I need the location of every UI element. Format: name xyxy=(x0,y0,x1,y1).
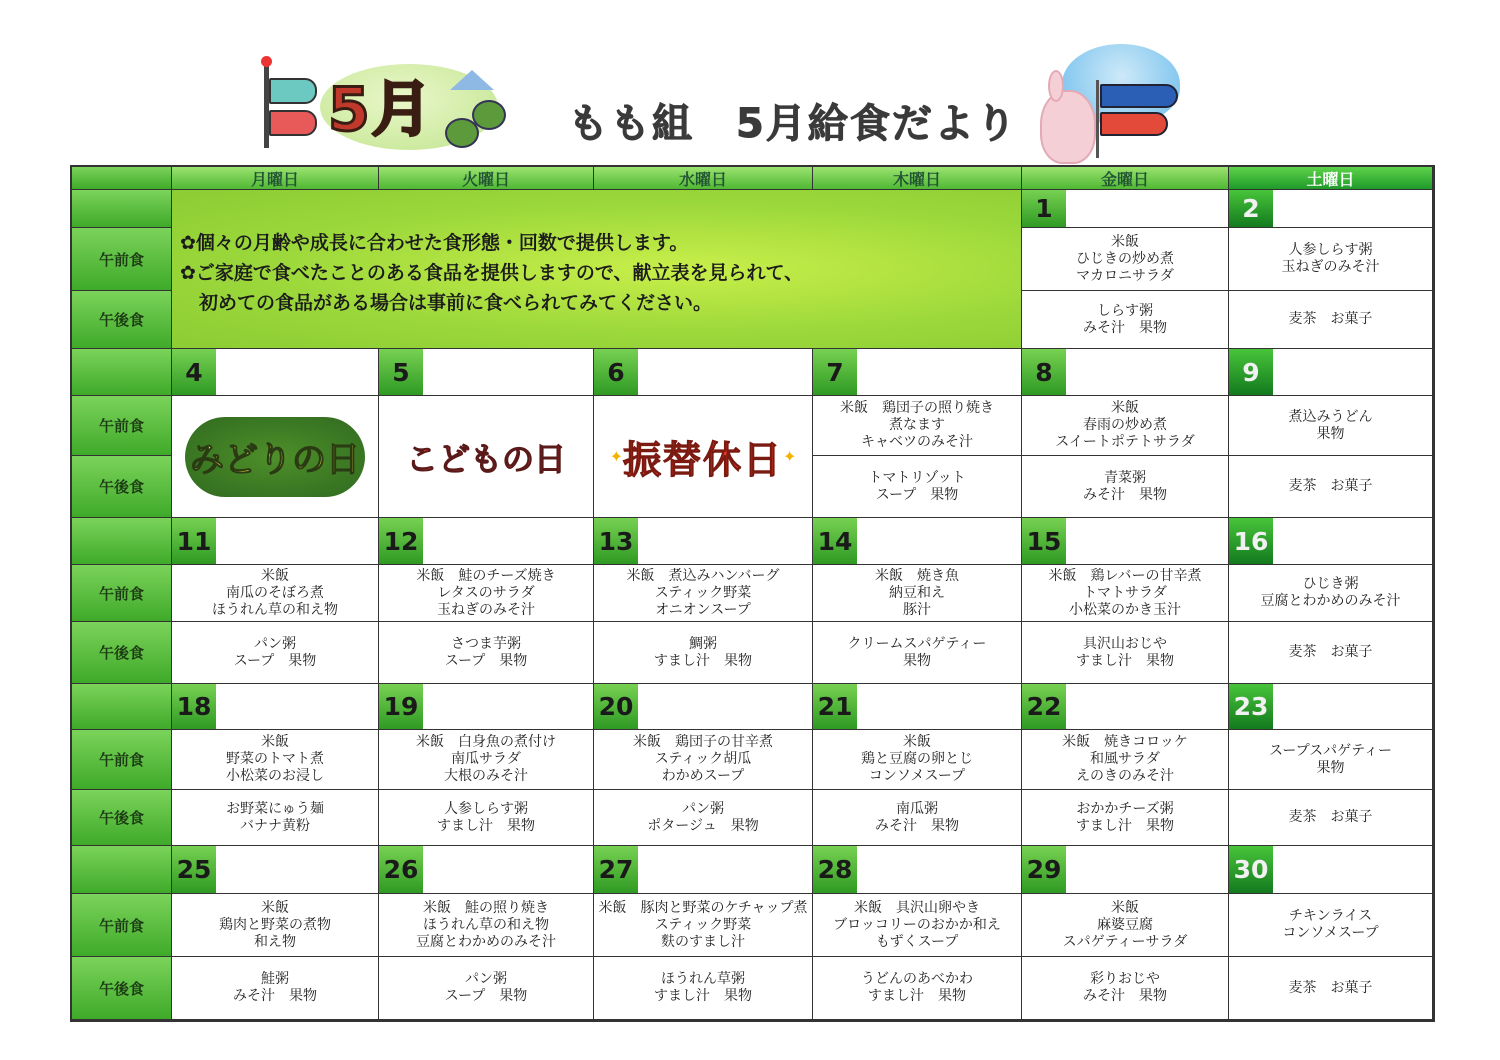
snack-menu: パン粥 スープ 果物 xyxy=(172,622,379,684)
lunch-menu: 米飯 煮込みハンバーグ スティック野菜 オニオンスープ xyxy=(594,565,813,622)
date-cell xyxy=(1022,846,1229,894)
date-number: 25 xyxy=(172,846,216,893)
date-number: 20 xyxy=(594,684,638,729)
lunch-menu: 米飯 鶏レバーの甘辛煮 トマトサラダ 小松菜のかき玉汁 xyxy=(1022,565,1229,622)
date-number: 15 xyxy=(1022,518,1066,564)
month-label: 5月 xyxy=(328,75,434,145)
bunny-icon xyxy=(1040,90,1096,164)
date-cell xyxy=(1229,349,1433,396)
star-icon: ✦ xyxy=(783,447,797,466)
page-title: もも組 5月給食だより xyxy=(568,101,1018,147)
snack-menu: 麦茶 お菓子 xyxy=(1229,622,1433,684)
koinobori-pole-icon xyxy=(1096,80,1099,158)
snack-label: 午後食 xyxy=(72,622,172,684)
month-badge xyxy=(300,58,510,156)
date-cell xyxy=(1229,846,1433,894)
snack-label: 午後食 xyxy=(72,456,172,518)
snack-menu: 彩りおじや みそ汁 果物 xyxy=(1022,957,1229,1020)
kodomo-no-hi-banner: こどもの日 xyxy=(405,439,566,478)
lunch-menu: 米飯 焼き魚 納豆和え 豚汁 xyxy=(813,565,1022,622)
lunch-label: 午前食 xyxy=(72,730,172,790)
date-cell xyxy=(379,684,594,730)
notice-line: ✿ご家庭で食べたことのある食品を提供しますので、献立表を見られて、 xyxy=(180,262,804,284)
date-number: 14 xyxy=(813,518,857,564)
snack-menu: 青菜粥 みそ汁 果物 xyxy=(1022,456,1229,518)
date-number: 6 xyxy=(594,349,638,395)
koinobori-icon xyxy=(1100,84,1178,108)
notice-line: 初めての食品がある場合は事前に食べられてみてください。 xyxy=(180,292,713,314)
menu-calendar-table xyxy=(70,165,1435,1022)
snack-menu: ほうれん草粥 すまし汁 果物 xyxy=(594,957,813,1020)
snack-menu: さつま芋粥 スープ 果物 xyxy=(379,622,594,684)
date-number: 5 xyxy=(379,349,423,395)
snack-label: 午後食 xyxy=(72,957,172,1020)
date-cell xyxy=(379,518,594,565)
week-side-blank xyxy=(72,846,172,894)
kabuto-helmet-icon xyxy=(450,62,494,92)
date-cell xyxy=(1229,518,1433,565)
date-number: 8 xyxy=(1022,349,1066,395)
date-number: 29 xyxy=(1022,846,1066,893)
date-cell xyxy=(379,349,594,396)
date-number: 30 xyxy=(1229,846,1273,893)
date-number: 2 xyxy=(1229,190,1273,227)
lunch-menu: 米飯 鶏と豆腐の卵とじ コンソメスープ xyxy=(813,730,1022,790)
lunch-menu: 米飯 ひじきの炒め煮 マカロニサラダ xyxy=(1022,228,1229,291)
date-number: 12 xyxy=(379,518,423,564)
lunch-menu: 米飯 野菜のトマト煮 小松菜のお浸し xyxy=(172,730,379,790)
date-cell xyxy=(1022,349,1229,396)
date-number: 13 xyxy=(594,518,638,564)
lunch-label: 午前食 xyxy=(72,396,172,456)
snack-menu: 鯛粥 すまし汁 果物 xyxy=(594,622,813,684)
koinobori-icon xyxy=(1100,112,1168,136)
date-cell xyxy=(813,846,1022,894)
date-cell xyxy=(594,684,813,730)
snack-menu: お野菜にゅう麺 バナナ黄粉 xyxy=(172,790,379,846)
date-number: 18 xyxy=(172,684,216,729)
date-cell xyxy=(172,684,379,730)
lunch-menu: 米飯 南瓜のそぼろ煮 ほうれん草の和え物 xyxy=(172,565,379,622)
snack-menu: 具沢山おじや すまし汁 果物 xyxy=(1022,622,1229,684)
weekday-header: 土曜日 xyxy=(1229,167,1433,190)
weekday-header: 火曜日 xyxy=(379,167,594,190)
kashiwa-mochi-icon xyxy=(472,100,506,130)
lunch-menu: 米飯 豚肉と野菜のケチャップ煮 スティック野菜 麩のすまし汁 xyxy=(594,894,813,957)
snack-menu: しらす粥 みそ汁 果物 xyxy=(1022,291,1229,349)
weekday-header: 金曜日 xyxy=(1022,167,1229,190)
date-cell xyxy=(1229,190,1433,228)
date-cell xyxy=(172,518,379,565)
snack-menu: 麦茶 お菓子 xyxy=(1229,456,1433,518)
lunch-label: 午前食 xyxy=(72,565,172,622)
snack-menu: おかかチーズ粥 すまし汁 果物 xyxy=(1022,790,1229,846)
date-number: 1 xyxy=(1022,190,1066,227)
lunch-menu: 米飯 鮭のチーズ焼き レタスのサラダ 玉ねぎのみそ汁 xyxy=(379,565,594,622)
date-cell xyxy=(1022,190,1229,228)
date-cell xyxy=(1022,684,1229,730)
lunch-label: 午前食 xyxy=(72,228,172,291)
weekday-header: 水曜日 xyxy=(594,167,813,190)
date-number: 22 xyxy=(1022,684,1066,729)
koinobori-pole-icon xyxy=(264,64,269,148)
date-number: 28 xyxy=(813,846,857,893)
lunch-menu: 米飯 具沢山卵やき ブロッコリーのおかか和え もずくスープ xyxy=(813,894,1022,957)
date-number: 19 xyxy=(379,684,423,729)
snack-menu: うどんのあべかわ すまし汁 果物 xyxy=(813,957,1022,1020)
date-number: 27 xyxy=(594,846,638,893)
date-cell xyxy=(172,846,379,894)
lunch-label: 午前食 xyxy=(72,894,172,957)
date-cell xyxy=(813,684,1022,730)
date-number: 26 xyxy=(379,846,423,893)
date-cell xyxy=(1022,518,1229,565)
week-side-blank xyxy=(72,190,172,228)
date-number: 23 xyxy=(1229,684,1273,729)
date-cell xyxy=(594,518,813,565)
date-number: 4 xyxy=(172,349,216,395)
weekday-header: 木曜日 xyxy=(813,167,1022,190)
date-cell xyxy=(379,846,594,894)
koinobori-icon xyxy=(269,78,317,104)
lunch-menu: 人参しらす粥 玉ねぎのみそ汁 xyxy=(1229,228,1433,291)
snack-menu: 麦茶 お菓子 xyxy=(1229,957,1433,1020)
weekday-header: 月曜日 xyxy=(172,167,379,190)
lunch-menu: 煮込みうどん 果物 xyxy=(1229,396,1433,456)
date-number: 11 xyxy=(172,518,216,564)
lunch-menu: 米飯 鶏団子の照り焼き 煮なます キャベツのみそ汁 xyxy=(813,396,1022,456)
koinobori-icon xyxy=(269,110,317,136)
lunch-menu: 米飯 焼きコロッケ 和風サラダ えのきのみそ汁 xyxy=(1022,730,1229,790)
snack-label: 午後食 xyxy=(72,291,172,349)
star-icon: ✦ xyxy=(609,447,623,466)
lunch-menu: 米飯 麻婆豆腐 スパゲティーサラダ xyxy=(1022,894,1229,957)
holiday-kodomo xyxy=(379,396,594,518)
lunch-menu: ひじき粥 豆腐とわかめのみそ汁 xyxy=(1229,565,1433,622)
lunch-menu: 米飯 春雨の炒め煮 スイートポテトサラダ xyxy=(1022,396,1229,456)
snack-menu: 南瓜粥 みそ汁 果物 xyxy=(813,790,1022,846)
notice-box xyxy=(172,190,1022,349)
snack-menu: 鮭粥 みそ汁 果物 xyxy=(172,957,379,1020)
snack-menu: パン粥 スープ 果物 xyxy=(379,957,594,1020)
date-number: 9 xyxy=(1229,349,1273,395)
date-number: 7 xyxy=(813,349,857,395)
snack-menu: 人参しらす粥 すまし汁 果物 xyxy=(379,790,594,846)
date-cell xyxy=(594,349,813,396)
date-cell xyxy=(1229,684,1433,730)
date-number: 16 xyxy=(1229,518,1273,564)
snack-label: 午後食 xyxy=(72,790,172,846)
table-corner xyxy=(72,167,172,190)
lunch-menu: 米飯 鮭の照り焼き ほうれん草の和え物 豆腐とわかめのみそ汁 xyxy=(379,894,594,957)
date-cell xyxy=(172,349,379,396)
snack-menu: 麦茶 お菓子 xyxy=(1229,291,1433,349)
lunch-menu: 米飯 鶏団子の甘辛煮 スティック胡瓜 わかめスープ xyxy=(594,730,813,790)
week-side-blank xyxy=(72,518,172,565)
notice-line: ✿個々の月齢や成長に合わせた食形態・回数で提供します。 xyxy=(180,232,689,254)
date-cell xyxy=(813,349,1022,396)
lunch-menu: チキンライス コンソメスープ xyxy=(1229,894,1433,957)
date-number: 21 xyxy=(813,684,857,729)
lunch-menu: スープスパゲティー 果物 xyxy=(1229,730,1433,790)
snack-menu: パン粥 ポタージュ 果物 xyxy=(594,790,813,846)
lunch-menu: 米飯 白身魚の煮付け 南瓜サラダ 大根のみそ汁 xyxy=(379,730,594,790)
snack-menu: 麦茶 お菓子 xyxy=(1229,790,1433,846)
snack-menu: トマトリゾット スープ 果物 xyxy=(813,456,1022,518)
midori-no-hi-banner: みどりの日 xyxy=(185,417,365,497)
holiday-furikae xyxy=(594,396,813,518)
snack-menu: クリームスパゲティー 果物 xyxy=(813,622,1022,684)
week-side-blank xyxy=(72,684,172,730)
header-illustration xyxy=(1040,40,1180,162)
furikae-kyujitsu-banner: 振替休日 xyxy=(622,438,783,482)
lunch-menu: 米飯 鶏肉と野菜の煮物 和え物 xyxy=(172,894,379,957)
week-side-blank xyxy=(72,349,172,396)
date-cell xyxy=(594,846,813,894)
holiday-midori xyxy=(172,396,379,518)
date-cell xyxy=(813,518,1022,565)
